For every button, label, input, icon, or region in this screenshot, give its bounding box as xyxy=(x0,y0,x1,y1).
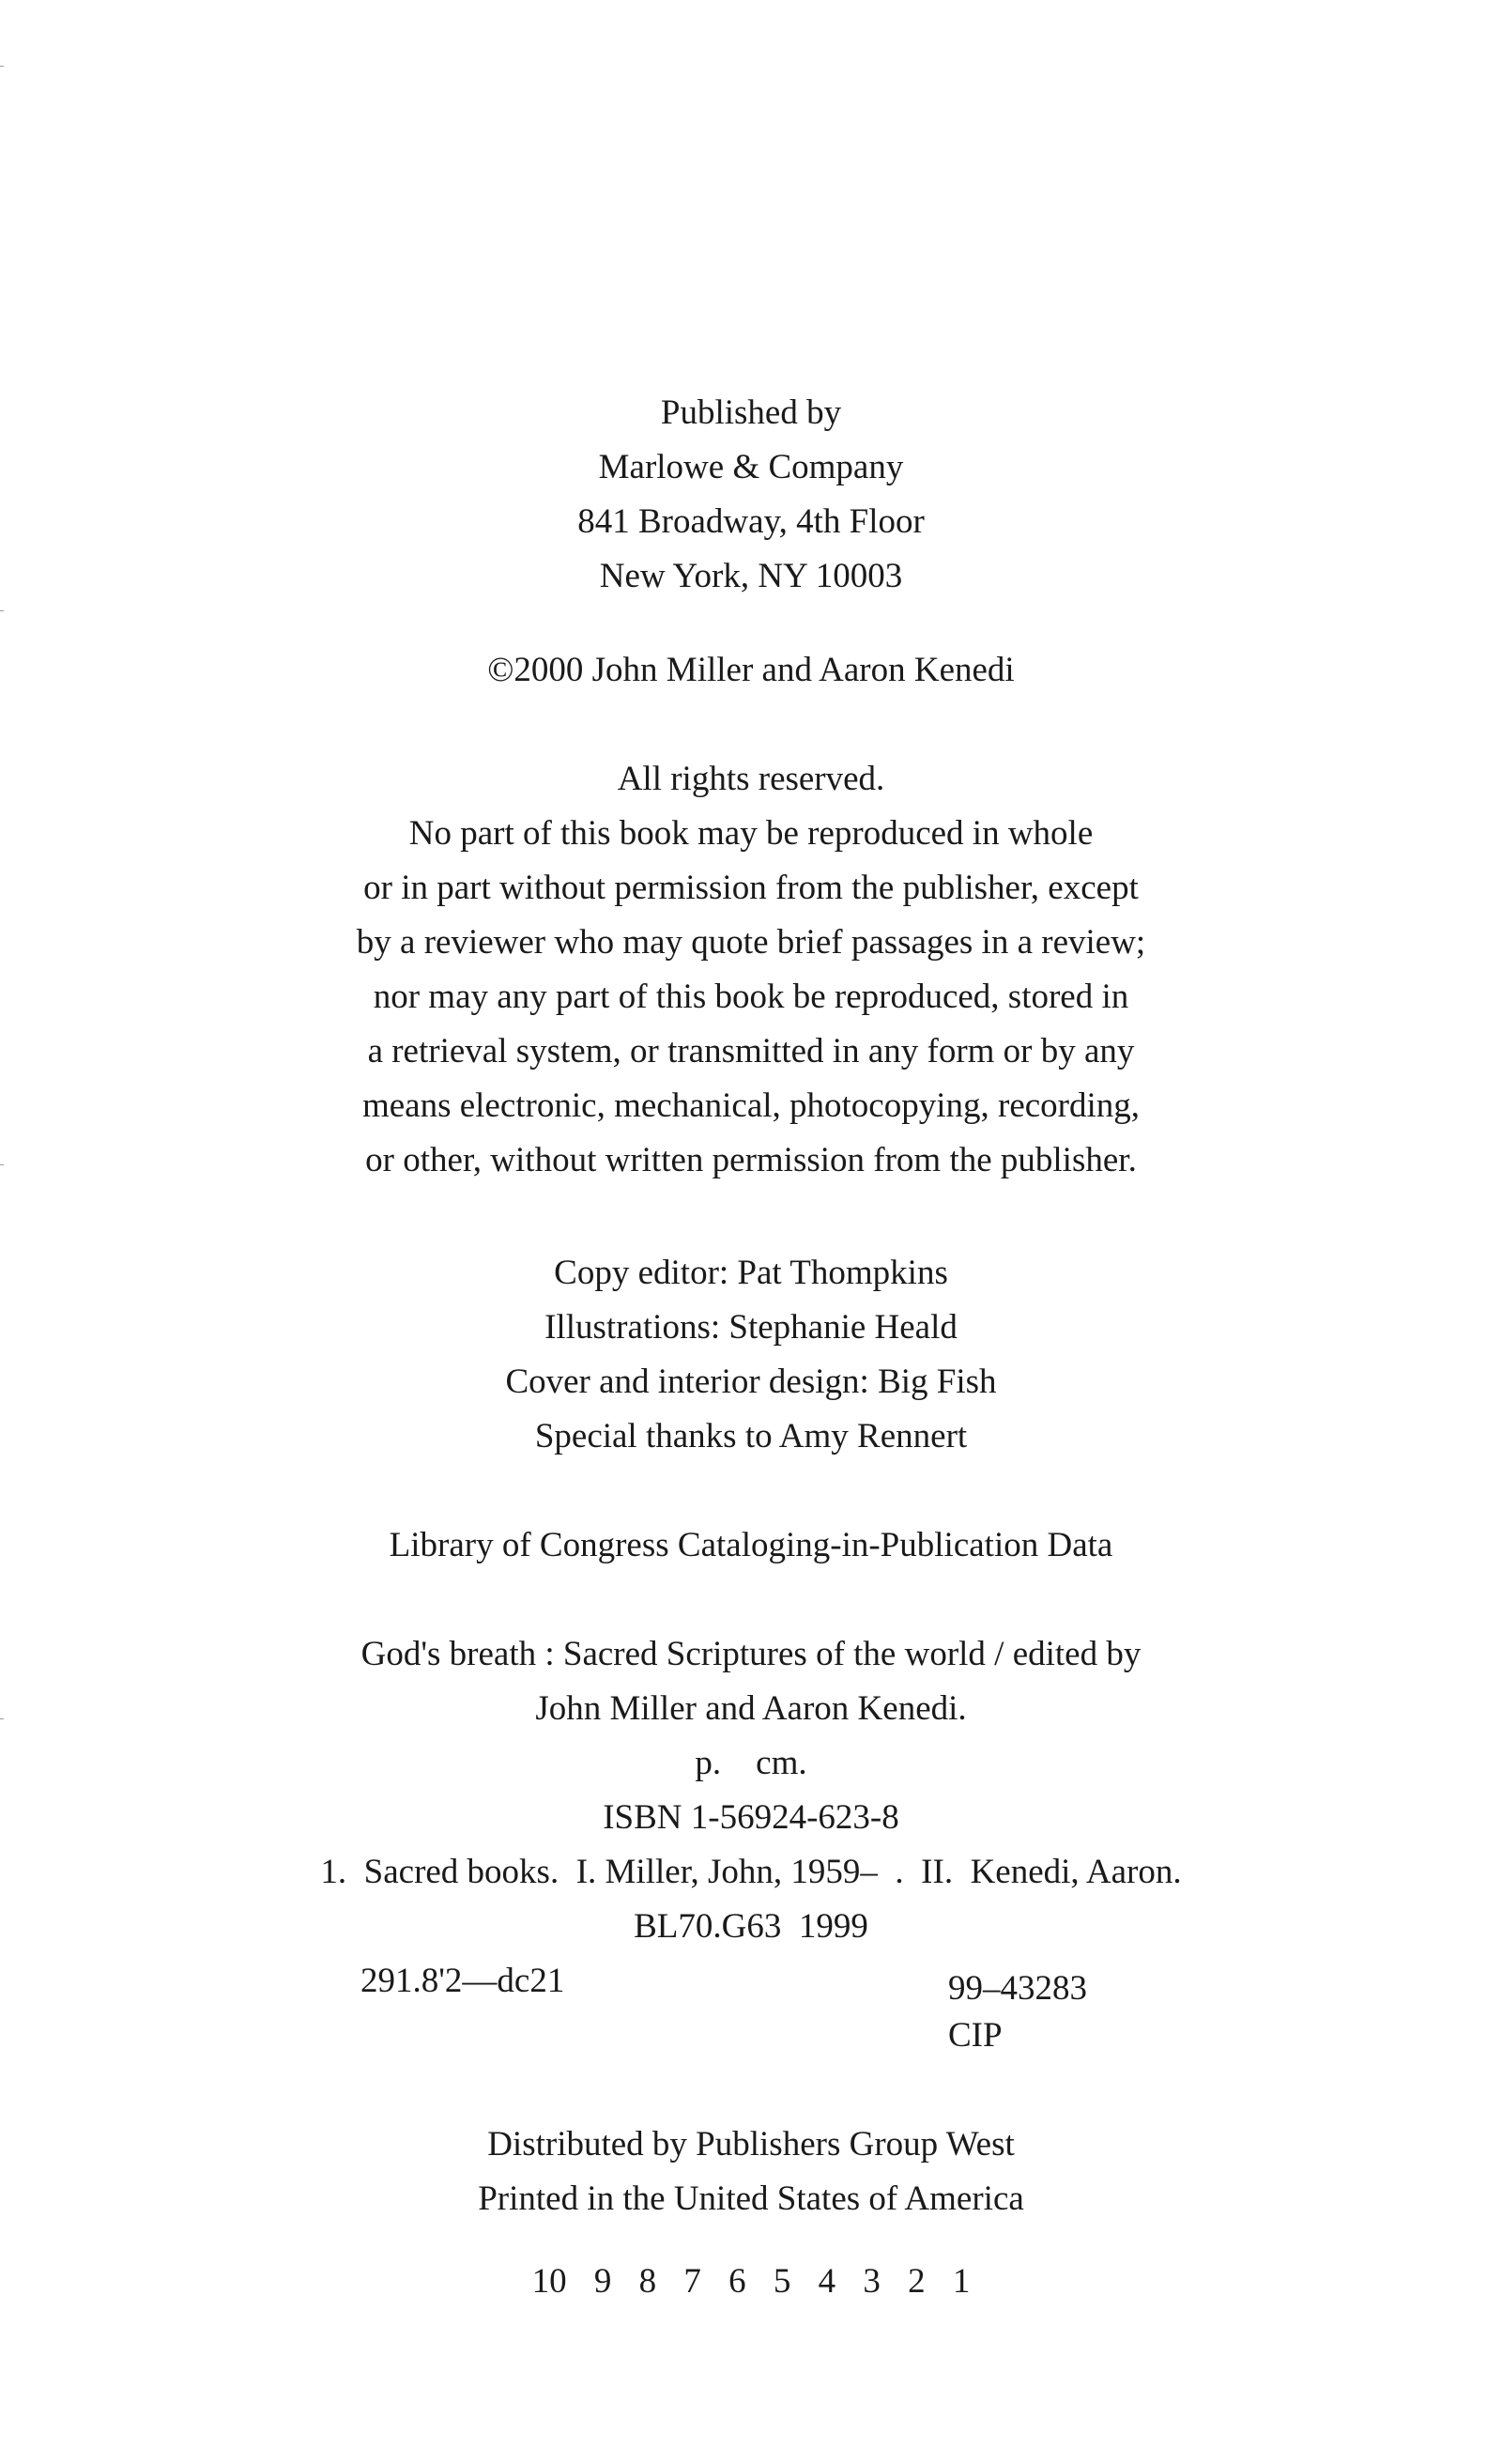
cip-label: CIP xyxy=(948,2016,1003,2055)
publisher-city: New York, NY 10003 xyxy=(599,557,903,595)
credit-line: Illustrations: Stephanie Heald xyxy=(544,1308,958,1347)
printing-number: 3 xyxy=(863,2262,881,2301)
cip-subjects: 1. Sacred books. I. Miller, John, 1959– . II. Kenedi, Aaron. xyxy=(320,1853,1182,1891)
rights-line: or in part without permission from the publisher, except xyxy=(363,869,1139,907)
publisher-name: Marlowe & Company xyxy=(598,448,904,486)
printing-number: 8 xyxy=(638,2262,657,2301)
rights-line: means electronic, mechanical, photocopying, recording, xyxy=(361,1086,1141,1125)
distribution-line: Distributed by Publishers Group West xyxy=(487,2125,1015,2164)
credit-line: Special thanks to Amy Rennert xyxy=(534,1417,968,1455)
cip-call-number: BL70.G63 1999 xyxy=(634,1907,868,1946)
printing-line xyxy=(0,2261,1502,2302)
printing-number: 10 xyxy=(531,2262,567,2301)
scan-edge-mark xyxy=(0,610,4,611)
printing-number: 1 xyxy=(952,2262,971,2301)
scan-edge-mark xyxy=(0,1164,4,1165)
cip-dewey: 291.8'2—dc21 xyxy=(360,1962,565,2000)
cip-lccn: 99–43283 xyxy=(948,1969,1087,2008)
cip-heading: Library of Congress Cataloging-in-Publication Data xyxy=(389,1526,1113,1564)
publisher-address: 841 Broadway, 4th Floor xyxy=(577,502,925,541)
printing-number: 9 xyxy=(593,2262,612,2301)
rights-line: nor may any part of this book be reproduced, stored in xyxy=(373,978,1129,1016)
cip-editors: John Miller and Aaron Kenedi. xyxy=(535,1689,967,1728)
cip-title: God's breath : Sacred Scriptures of the world / edited by xyxy=(360,1635,1142,1673)
rights-line: All rights reserved. xyxy=(617,760,885,798)
scan-edge-mark xyxy=(0,66,4,67)
printing-number: 4 xyxy=(818,2262,836,2301)
cip-pcm: p. cm. xyxy=(695,1744,807,1782)
rights-line: by a reviewer who may quote brief passages in a review; xyxy=(356,923,1146,962)
credit-line: Cover and interior design: Big Fish xyxy=(505,1363,997,1401)
printing-number: 5 xyxy=(773,2262,791,2301)
copyright-notice: ©2000 John Miller and Aaron Kenedi xyxy=(487,651,1015,689)
rights-line: or other, without written permission from the publisher. xyxy=(365,1141,1137,1179)
printing-number: 7 xyxy=(683,2262,701,2301)
cip-isbn: ISBN 1-56924-623-8 xyxy=(603,1798,899,1837)
credit-line: Copy editor: Pat Thompkins xyxy=(554,1254,948,1292)
printing-number: 6 xyxy=(728,2262,746,2301)
printing-number: 2 xyxy=(908,2262,926,2301)
scan-edge-mark xyxy=(0,1718,4,1719)
rights-line: No part of this book may be reproduced in whole xyxy=(408,814,1094,853)
printed-line: Printed in the United States of America xyxy=(478,2179,1024,2218)
rights-line: a retrieval system, or transmitted in any form or by any xyxy=(367,1032,1135,1070)
publisher-line: Published by xyxy=(660,393,842,432)
